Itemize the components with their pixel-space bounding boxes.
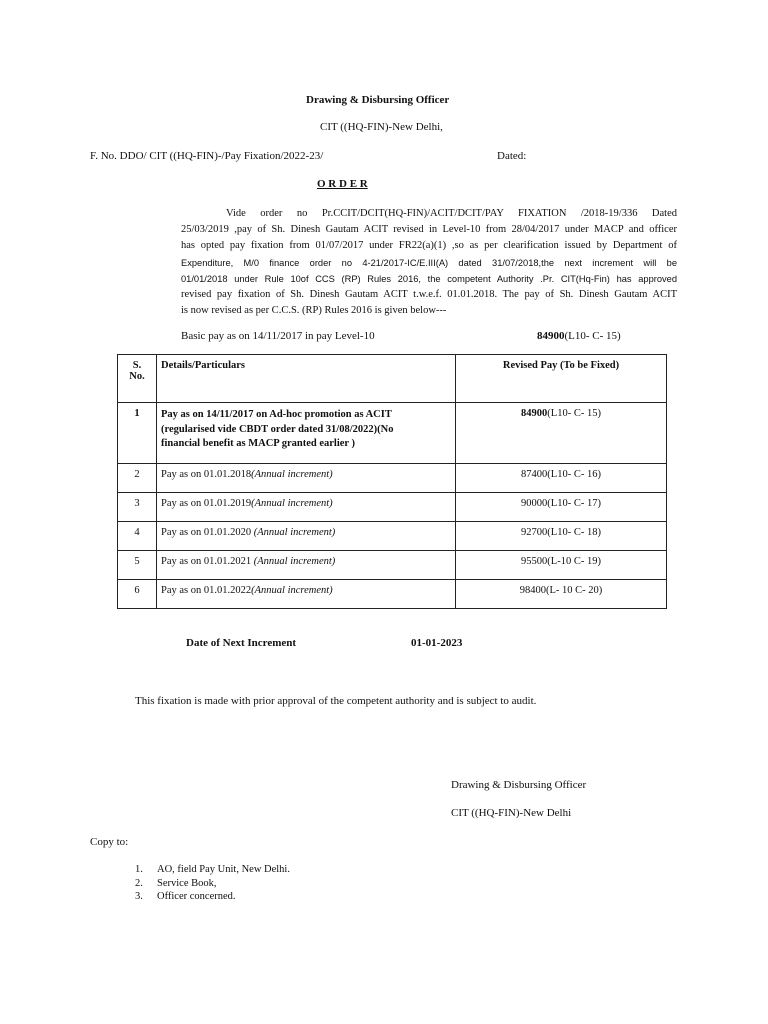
row-sno: 4 [118,522,157,551]
table-row [118,522,667,551]
office-title: Drawing & Disbursing Officer [306,94,450,106]
paragraph-line: Vide order no Pr.CCIT/DCIT(HQ-FIN)/ACIT/DCIT/PAY FIXATION /2018-19/336 Dated [226,208,677,219]
row-revised-pay: 95500(L-10 C- 19) [456,551,667,580]
table-row [118,580,667,609]
copy-to-label: Copy to: [90,836,129,848]
table-row [118,464,667,493]
order-paragraph [181,206,677,319]
paragraph-line: has opted pay fixation from 01/07/2017 under FR22(a)(1) ,so as per clearification issued by Department of [181,240,677,252]
header-revised-pay: Revised Pay (To be Fixed) [456,355,667,403]
paragraph-line: revised pay fixation of Sh. Dinesh Gautam ACIT t.w.e.f. 01.01.2018. The pay of Sh. Dinesh Gautam ACIT [181,288,677,300]
paragraph-line: 25/03/2019 ,pay of Sh. Dinesh Gautam ACIT revised in Level-10 from 28/04/2017 under MACP and officer [181,224,677,236]
paragraph-line: Expenditure, M/0 finance order no 4-21/2017-IC/E.III(A) dated 31/07/2018,the next increment will be [181,257,677,268]
row-details: Pay as on 01.01.2019(Annual increment) [157,493,456,522]
paragraph-line: is now revised as per C.C.S. (RP) Rules 2016 is given below--- [181,305,447,317]
list-item: 1. AO, field Pay Unit, New Delhi. [135,864,290,875]
row-sno: 5 [118,551,157,580]
pay-fixation-table [117,354,667,609]
header-sno: S. No. [118,355,157,403]
file-number: F. No. DDO/ CIT ((HQ-FIN)-/Pay Fixation/2022-23/ [90,150,324,162]
dated-label: Dated: [497,150,527,162]
list-item: 2. Service Book, [135,877,217,889]
row-details: Pay as on 14/11/2017 on Ad-hoc promotion as ACIT (regularised vide CBDT order dated 31/08/2022)(No financial benefit as MACP granted earlier ) [157,403,456,464]
basic-pay-label: Basic pay as on 14/11/2017 in pay Level-10 [181,330,375,342]
row-revised-pay: 87400(L10- C- 16) [456,464,667,493]
table-row [118,493,667,522]
row-details: Pay as on 01.01.2018(Annual increment) [157,464,456,493]
copy-to-list [135,863,290,904]
table-header-row [118,355,667,403]
list-item: 3. Officer concerned. [135,891,236,902]
row-sno: 1 [118,403,157,464]
row-details: Pay as on 01.01.2020 (Annual increment) [157,522,456,551]
row-sno: 3 [118,493,157,522]
table-row [118,551,667,580]
row-sno: 6 [118,580,157,609]
paragraph-line: 01/01/2018 under Rule 10of CCS (RP) Rules 2016, the competent Authority .Pr. CIT(Hq-Fin) has approved [181,273,677,284]
basic-pay-value [537,330,621,342]
table-row [118,403,667,464]
row-revised-pay: 90000(L10- C- 17) [456,493,667,522]
signature-title: Drawing & Disbursing Officer [451,779,587,791]
row-revised-pay: 98400(L- 10 C- 20) [456,580,667,609]
next-increment-date: 01-01-2023 [411,637,463,649]
row-details: Pay as on 01.01.2022(Annual increment) [157,580,456,609]
approval-note: This fixation is made with prior approval of the competent authority and is subject to audit. [135,695,537,707]
basic-pay-amount: 84900 [537,330,565,342]
row-revised-pay: 92700(L10- C- 18) [456,522,667,551]
row-sno: 2 [118,464,157,493]
header-details: Details/Particulars [157,355,456,403]
row-details: Pay as on 01.01.2021 (Annual increment) [157,551,456,580]
basic-pay-level: (L10- C- 15) [564,330,621,342]
office-location: CIT ((HQ-FIN)-New Delhi, [320,121,443,133]
signature-office: CIT ((HQ-FIN)-New Delhi [451,807,572,819]
row-revised-pay: 84900(L10- C- 15) [456,403,667,464]
next-increment-label: Date of Next Increment [186,637,297,649]
order-heading: O R D E R [317,178,368,190]
